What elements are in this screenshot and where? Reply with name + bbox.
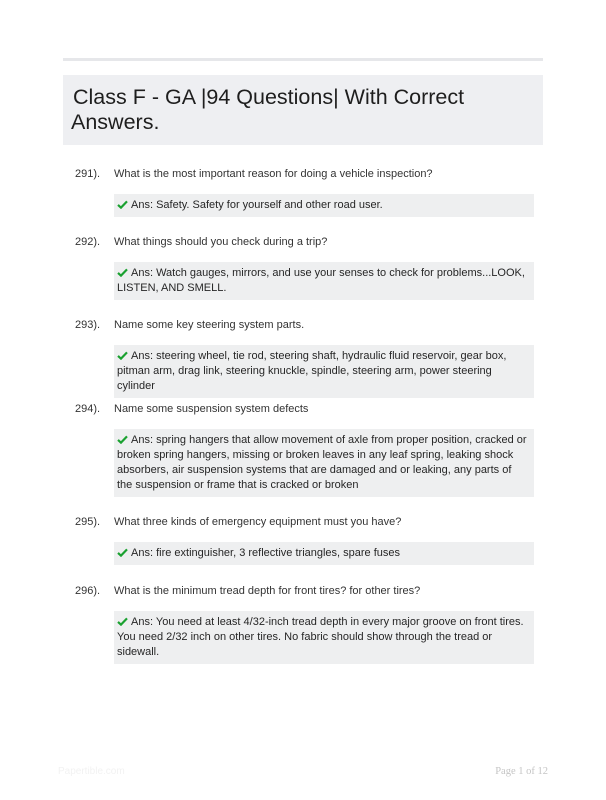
check-icon (117, 435, 128, 444)
check-icon (117, 268, 128, 277)
answer-text: Ans: fire extinguisher, 3 reflective triangles, spare fuses (131, 547, 401, 559)
check-icon (117, 617, 128, 626)
question-number: 294). (75, 403, 101, 415)
question-number: 292). (75, 236, 101, 248)
answer-box (114, 194, 534, 217)
question-number: 293). (75, 319, 101, 331)
answer-box (114, 542, 534, 565)
question-number: 295). (75, 516, 101, 528)
page-title: Class F - GA |94 Questions| With Correct Answers. (71, 85, 465, 134)
answer-text: Ans: You need at least 4/32-inch tread depth in every major groove on front tires. You need 2/32 inch on other tires. No fabric should show through the tread or sidewall. (117, 616, 524, 658)
question-text: What things should you check during a trip? (114, 236, 328, 248)
question-text: What three kinds of emergency equipment must you have? (114, 516, 402, 528)
answer-text: Ans: Watch gauges, mirrors, and use your senses to check for problems...LOOK, LISTEN, AND SMELL. (117, 267, 525, 294)
answer-text: Ans: steering wheel, tie rod, steering shaft, hydraulic fluid reservoir, gear box, pitman arm, drag link, steering knuckle, spindle, steering arm, power steering cylinder (117, 350, 507, 392)
answer-box (114, 345, 534, 398)
title-banner (63, 75, 543, 145)
answer-text: Ans: spring hangers that allow movement of axle from proper position, cracked or broken spring hangers, missing or broken leaves in any leaf spring, leaking shock absorbers, air suspension systems that are damaged and or leaking, any parts of the suspension or frame that is cracked or broken (117, 434, 527, 491)
question-text: What is the most important reason for doing a vehicle inspection? (114, 168, 433, 180)
question-text: What is the minimum tread depth for front tires? for other tires? (114, 585, 421, 597)
check-icon (117, 548, 128, 557)
check-icon (117, 351, 128, 360)
question-text: Name some suspension system defects (114, 403, 309, 415)
page-indicator: Page 1 of 12 (495, 766, 548, 777)
question-number: 291). (75, 168, 101, 180)
top-divider (63, 58, 543, 61)
check-icon (117, 200, 128, 209)
footer-watermark: Papertible.com (58, 766, 125, 777)
answer-box (114, 611, 534, 664)
answer-box (114, 262, 534, 300)
answer-box (114, 429, 534, 497)
question-number: 296). (75, 585, 101, 597)
answer-text: Ans: Safety. Safety for yourself and other road user. (131, 199, 383, 211)
question-text: Name some key steering system parts. (114, 319, 305, 331)
